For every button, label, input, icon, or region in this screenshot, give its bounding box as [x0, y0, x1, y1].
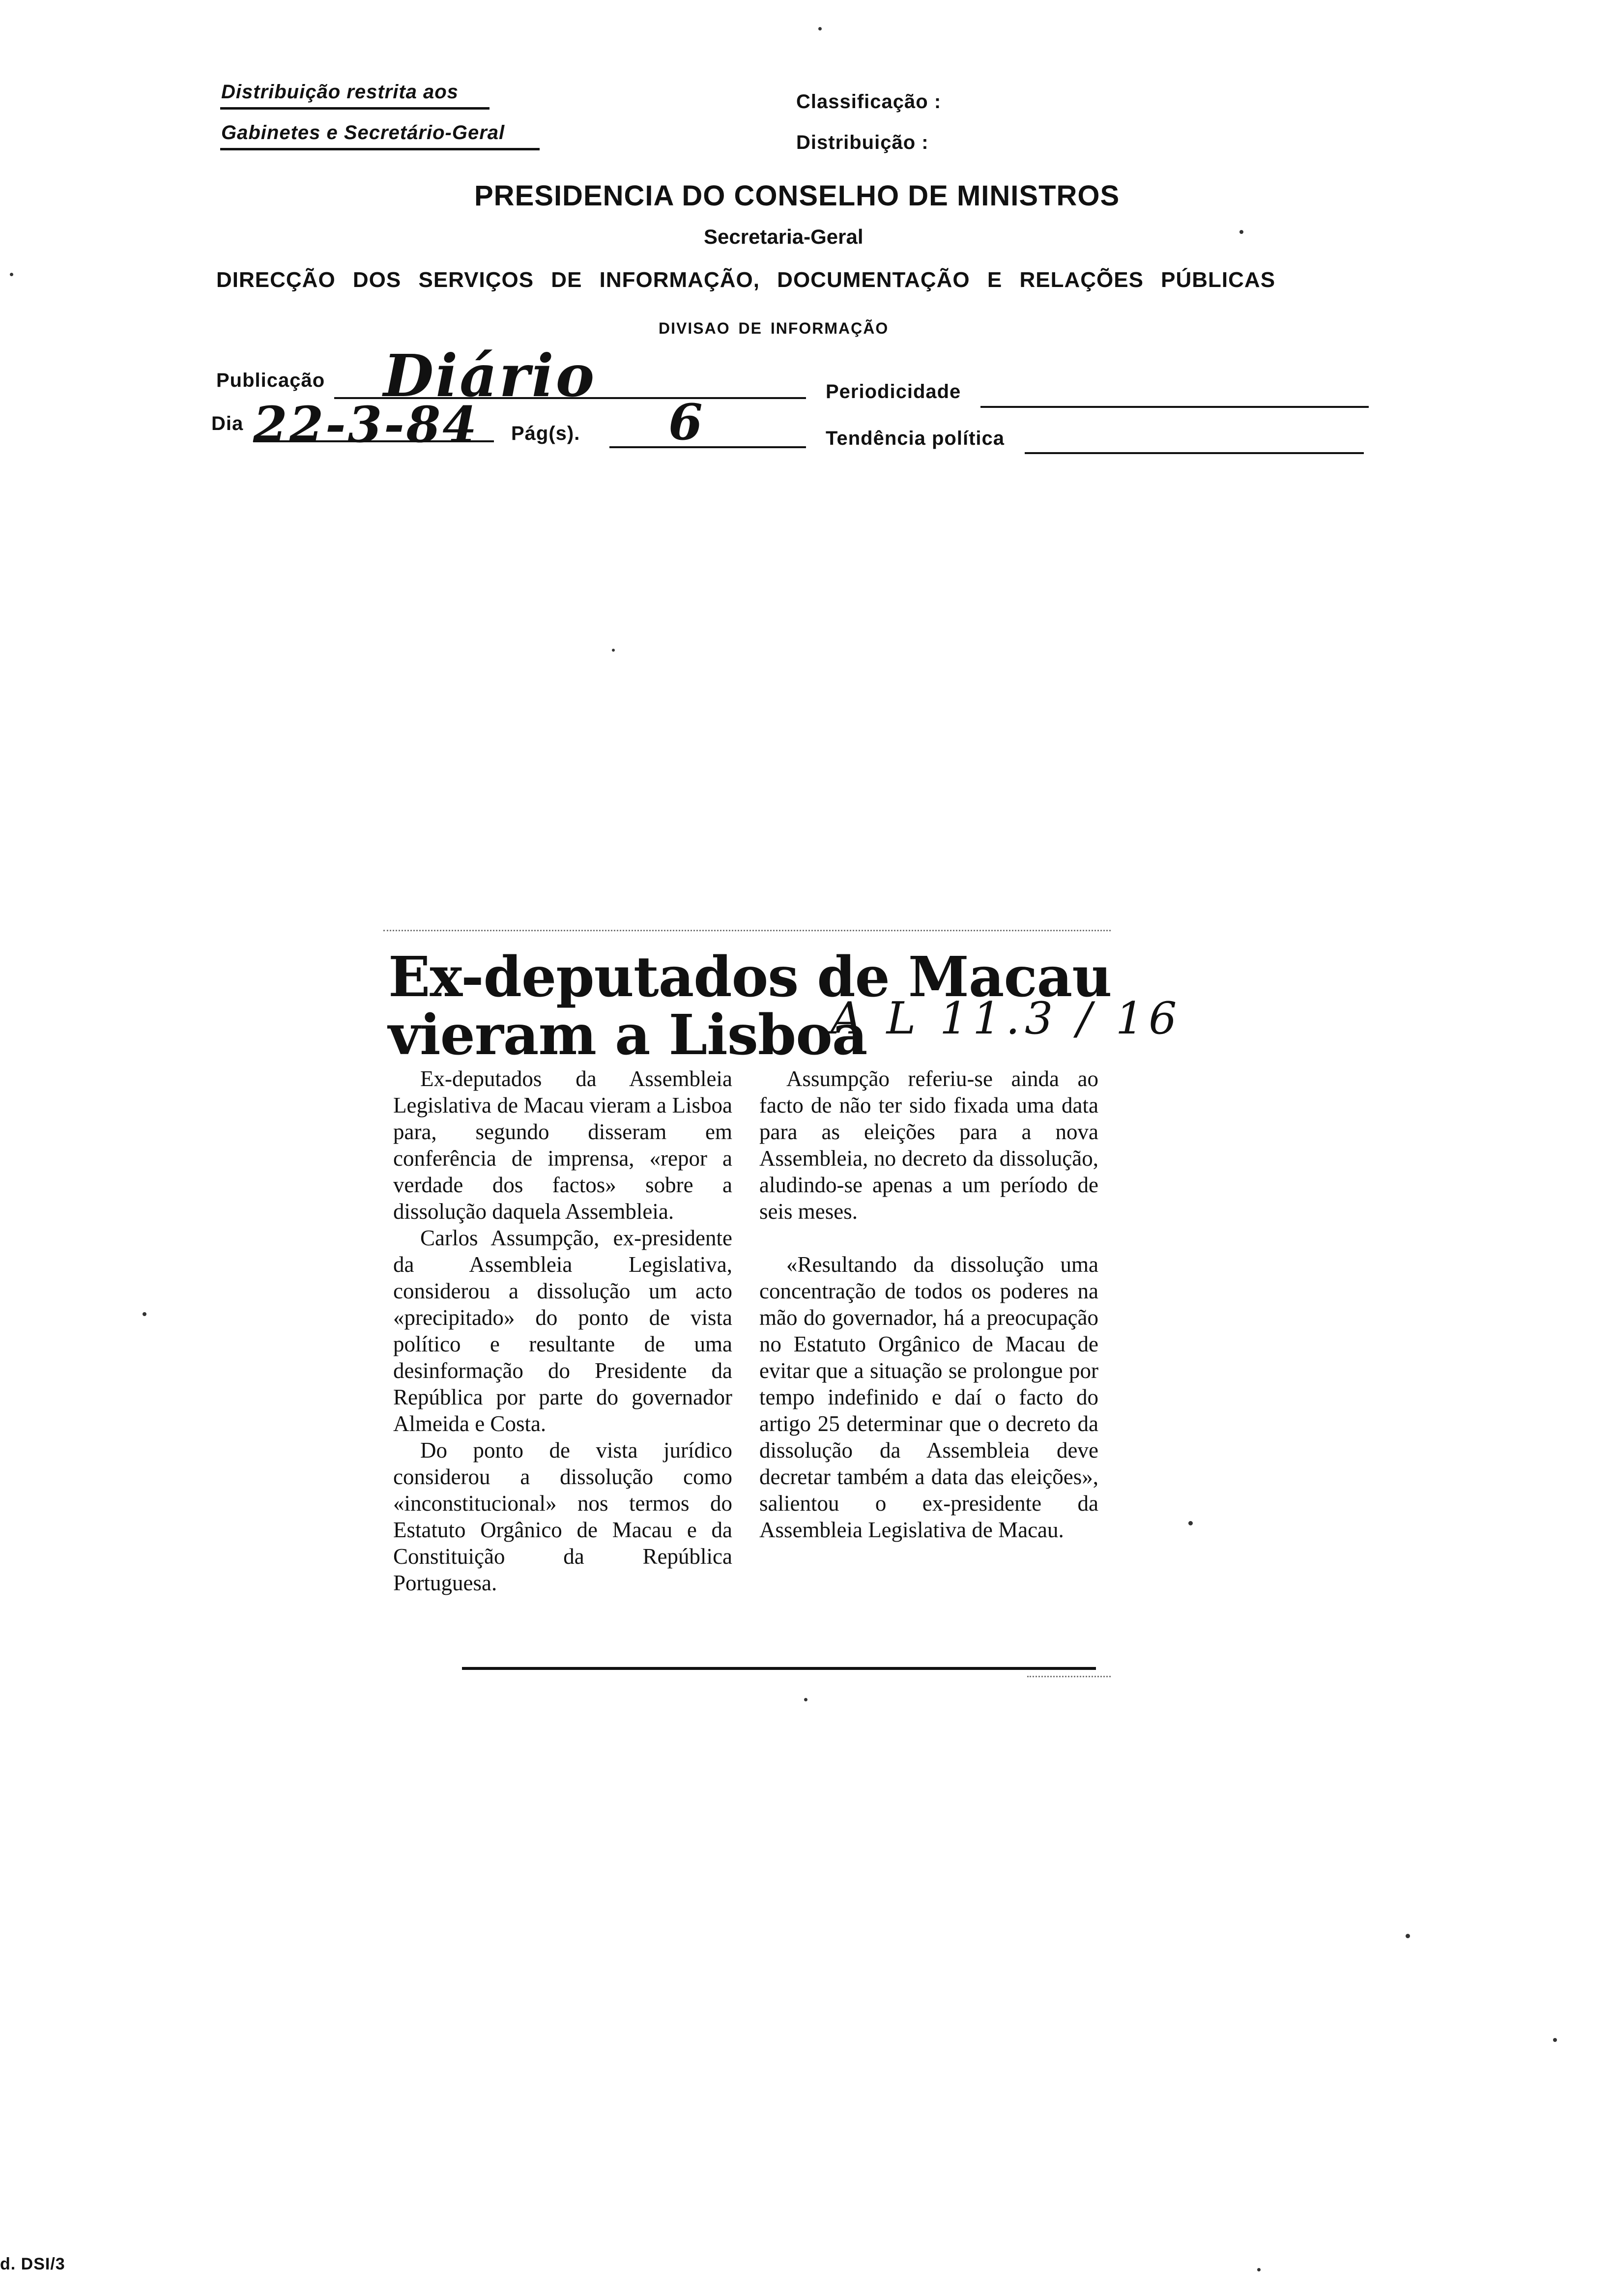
article-headline: Ex-deputados de Macau vieram a Lisboa: [388, 945, 1112, 1067]
article-bottom-rule: [462, 1667, 1096, 1670]
scan-speck: [1239, 230, 1243, 234]
scan-speck: [804, 1698, 807, 1701]
dia-label: Dia: [211, 413, 244, 434]
page-title: PRESIDENCIA DO CONSELHO DE MINISTROS: [474, 180, 1120, 212]
col1-paragraph-3: Do ponto de vista jurídico considerou a dissolução como «inconstitucional» nos termos do Estatuto Orgânico de Macau e da Constituição da República Portuguesa.: [393, 1438, 732, 1595]
scan-speck: [10, 273, 13, 276]
article-column-2: [759, 1065, 1098, 1543]
clipping-bottom-edge: [1027, 1676, 1111, 1678]
col1-paragraph-1: Ex-deputados da Assembleia Legislativa de Macau vieram a Lisboa para, segundo disseram em conferência de imprensa, «repor a verdade dos factos» sobre a dissolução daquela Assembleia.: [393, 1066, 732, 1224]
handwritten-margin-note: A L 11.3 / 16: [831, 993, 1182, 1044]
scan-speck: [1406, 1934, 1410, 1938]
article-column-1: [393, 1065, 732, 1596]
clipping-top-edge: [383, 930, 1111, 932]
tendencia-line: [1025, 452, 1364, 454]
col2-paragraph-2: «Resultando da dissolução uma concentração de todos os poderes na mão do governador, há a preocupação no Estatuto Orgânico de Macau de evitar que a situação se prolongue por tempo indefinido e daí o facto do artigo 25 determinar que o decreto da dissolução da Assembleia deve decretar também a data das eleições», salientou o ex-presidente da Assembleia Legislativa de Macau.: [759, 1252, 1098, 1542]
pags-handwritten-value: 6: [668, 393, 705, 451]
scan-speck: [1257, 2268, 1261, 2271]
tendencia-label: Tendência política: [826, 428, 1005, 449]
distribuicao-label: Distribuição :: [796, 132, 929, 153]
scan-speck: [818, 27, 822, 30]
page-subtitle: Secretaria-Geral: [704, 225, 864, 248]
periodicidade-label: Periodicidade: [826, 381, 961, 402]
pags-label: Pág(s).: [511, 423, 580, 444]
pags-line: [609, 446, 806, 448]
publicacao-label: Publicação: [216, 370, 325, 391]
col2-paragraph-1: Assumpção referiu-se ainda ao facto de não ter sido fixada uma data para as eleições para a nova Assembleia, no decreto da dissolução, aludindo-se apenas a um período de seis meses.: [759, 1066, 1098, 1224]
col1-paragraph-2: Carlos Assumpção, ex-presidente da Assembleia Legislativa, considerou a dissolução um acto «precipitado» do ponto de vista político e resultante de uma desinformação do Presidente da República por parte do governador Almeida e Costa.: [393, 1226, 732, 1436]
scan-speck: [1188, 1521, 1193, 1525]
form-code: d. DSI/3: [0, 2255, 65, 2273]
divisao-line: DIVISAO DE INFORMAÇÃO: [659, 319, 889, 337]
classificacao-label: Classificação :: [796, 91, 942, 113]
publicacao-handwritten-value: Diário: [383, 342, 597, 410]
scan-speck: [612, 649, 615, 652]
restricted-distribution-line2: Gabinetes e Secretário-Geral: [221, 122, 505, 144]
periodicidade-line: [980, 406, 1369, 408]
underline-2: [220, 148, 540, 150]
restricted-distribution-line1: Distribuição restrita aos: [221, 81, 459, 103]
underline-1: [220, 107, 489, 110]
dia-handwritten-value: 22-3-84: [253, 396, 479, 454]
direccao-line: DIRECÇÃO DOS SERVIÇOS DE INFORMAÇÃO, DOCUMENTAÇÃO E RELAÇÕES PÚBLICAS: [216, 268, 1276, 292]
scan-speck: [1553, 2038, 1557, 2042]
scan-speck: [143, 1312, 146, 1316]
